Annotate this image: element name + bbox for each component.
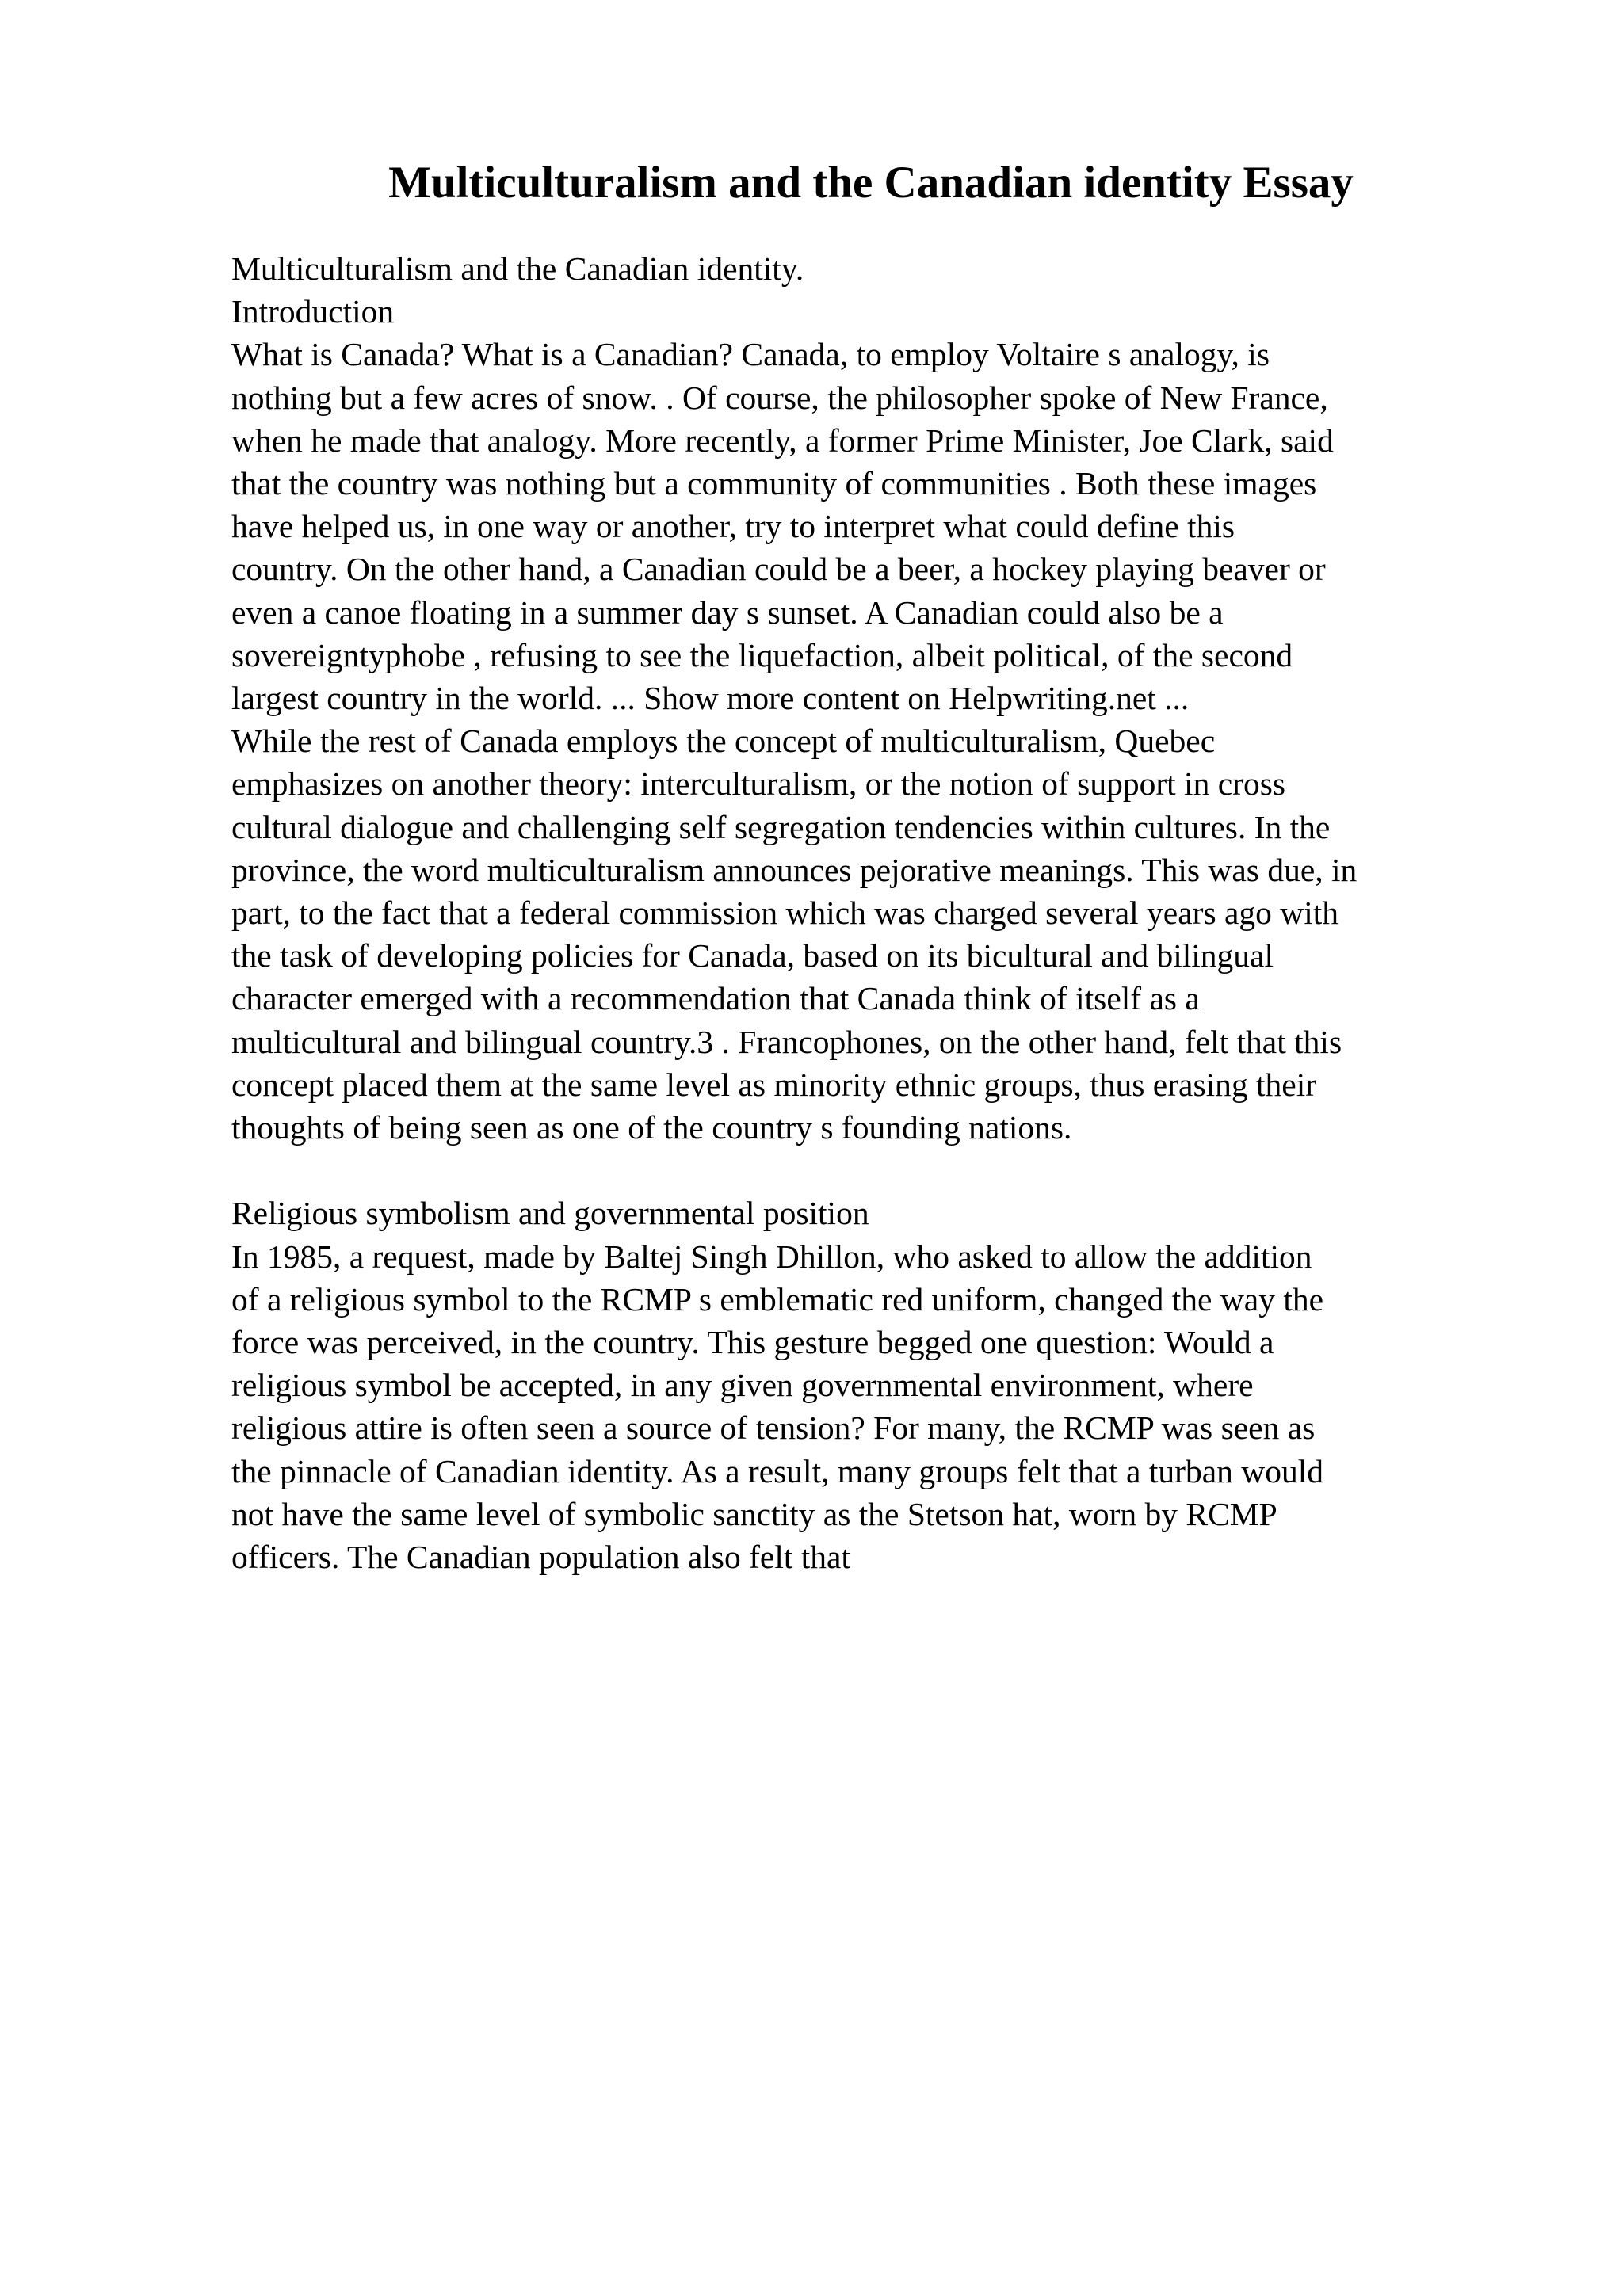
text-line: not have the same level of symbolic sanctity as the Stetson hat, worn by RCMP [231, 1495, 1277, 1532]
text-line: cultural dialogue and challenging self segregation tendencies within cultures. In the [231, 808, 1331, 845]
text-line: In 1985, a request, made by Baltej Singh Dhillon, who asked to allow the addition [231, 1238, 1312, 1275]
text-line: While the rest of Canada employs the concept of multiculturalism, Quebec [231, 723, 1216, 760]
text-line: have helped us, in one way or another, try to interpret what could define this [231, 508, 1235, 545]
text-line: concept placed them at the same level as minority ethnic groups, thus erasing their [231, 1066, 1317, 1103]
text-line: that the country was nothing but a community of communities . Both these images [231, 465, 1317, 502]
text-line: What is Canada? What is a Canadian? Canada, to employ Voltaire s analogy, is [231, 336, 1270, 373]
paragraph-gap [231, 1149, 1515, 1192]
text-line: country. On the other hand, a Canadian could be a beer, a hockey playing beaver or [231, 551, 1326, 588]
text-line: Introduction [231, 293, 395, 330]
text-line: part, to the fact that a federal commission which was charged several years ago with [231, 894, 1339, 932]
text-line: emphasizes on another theory: interculturalism, or the notion of support in cross [231, 765, 1286, 803]
text-line: even a canoe floating in a summer day s sunset. A Canadian could also be a [231, 593, 1224, 631]
text-line: of a religious symbol to the RCMP s emblematic red uniform, changed the way the [231, 1280, 1324, 1318]
essay-title: Multiculturalism and the Canadian identity Essay [388, 158, 1354, 208]
text-line: Multiculturalism and the Canadian identity. [231, 250, 804, 287]
text-line: multicultural and bilingual country.3 . Francophones, on the other hand, felt that this [231, 1023, 1342, 1060]
text-line: sovereigntyphobe , refusing to see the liquefaction, albeit political, of the second [231, 636, 1293, 673]
text-line: religious symbol be accepted, in any given governmental environment, where [231, 1367, 1254, 1404]
text-line: force was perceived, in the country. This gesture begged one question: Would a [231, 1324, 1274, 1361]
text-line: officers. The Canadian population also felt that [231, 1539, 850, 1576]
text-line: largest country in the world. ... Show more content on Helpwriting.net ... [231, 680, 1190, 717]
text-line: when he made that analogy. More recently, a former Prime Minister, Joe Clark, said [231, 421, 1334, 459]
text-line: nothing but a few acres of snow. . Of course, the philosopher spoke of New France, [231, 379, 1328, 416]
text-line: the task of developing policies for Canada, based on its bicultural and bilingual [231, 937, 1274, 974]
text-line: thoughts of being seen as one of the country s founding nations. [231, 1109, 1072, 1146]
section-heading: Religious symbolism and governmental position [231, 1195, 869, 1232]
text-line: religious attire is often seen a source of tension? For many, the RCMP was seen as [231, 1409, 1316, 1447]
text-line: the pinnacle of Canadian identity. As a result, many groups felt that a turban would [231, 1452, 1323, 1489]
text-line: character emerged with a recommendation that Canada think of itself as a [231, 980, 1200, 1017]
essay-body [231, 247, 1515, 1578]
text-line: province, the word multiculturalism announces pejorative meanings. This was due, in [231, 851, 1358, 888]
